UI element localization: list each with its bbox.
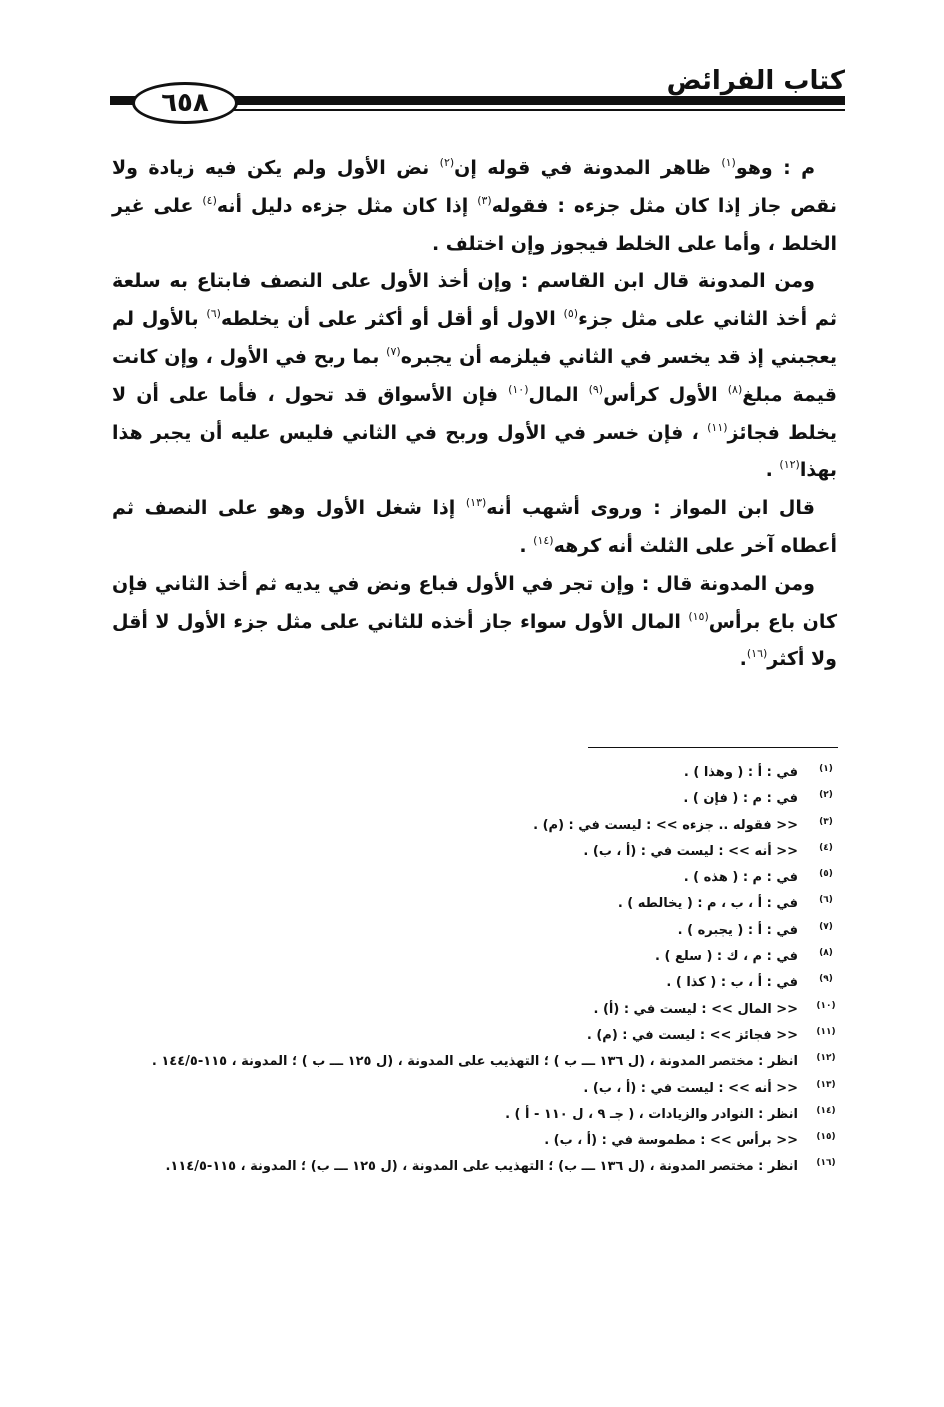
body-text-run: فإن الأسواق قد تحول ، فأما على أن لا يخلط فجائز xyxy=(112,383,837,444)
footnote-ref: (٢) xyxy=(439,156,455,169)
footnote-text: << أنه >> : ليست في : (أ ، ب) . xyxy=(583,1080,798,1096)
footnote-item xyxy=(110,1023,838,1049)
footnote-item xyxy=(110,970,838,996)
body-text-run: إذا كان مثل جزءه دليل أنه xyxy=(216,194,478,217)
footnote-ref: (٨) xyxy=(727,382,743,396)
body-text-run: ظاهر المدونة في قوله إن xyxy=(454,157,722,179)
footnote-number: (٩) xyxy=(819,974,833,985)
footnote-ref: (١١) xyxy=(707,420,728,434)
footnote-ref: (٣) xyxy=(477,193,492,207)
footnote-text: انظر : مختصر المدونة ، (ل ١٣٦ ـــ ب) ؛ التهذيب على المدونة ، (ل ١٢٥ ـــ ب) ؛ المدونة ، ١١٥-١١٤/٥. xyxy=(165,1159,798,1175)
footnote-text: في : م ، ك : ( سلع ) . xyxy=(655,949,798,965)
footnote-ref: (١٦) xyxy=(746,647,768,661)
body-text-run: نض الأول ولم يكن فيه زيادة ولا نقص جاز إذا كان مثل جزءه : فقوله xyxy=(112,157,837,217)
footnote-number: (٢) xyxy=(819,790,833,801)
page-header xyxy=(110,68,845,124)
footnote-text: << أنه >> : ليست في : (أ ، ب) . xyxy=(583,843,798,859)
footnote-item xyxy=(110,1154,838,1180)
footnote-text: << برأس >> : مطموسة في : (أ ، ب) . xyxy=(544,1133,798,1149)
main-text xyxy=(112,150,837,679)
body-text-run: ، فإن خسر في الأول وربح في الثاني فليس عليه أن يجبر هذا بهذا xyxy=(112,421,837,482)
body-text-run: . xyxy=(519,534,534,557)
footnote-item xyxy=(110,865,838,891)
footnote-ref: (١٠) xyxy=(508,382,529,396)
footnote-text: في : أ ، ب ، م : ( يخالطه ) . xyxy=(617,896,798,912)
footnote-item xyxy=(110,813,838,839)
footnote-text: في : أ : ( يجبره ) . xyxy=(677,922,798,938)
footnote-text: انظر : مختصر المدونة ، (ل ١٣٦ ـــ ب ) ؛ التهذيب على المدونة ، (ل ١٢٥ ـــ ب ) ؛ المدونة ، ١١٥-١٤٤/٥ . xyxy=(151,1054,798,1070)
book-title: كتاب الفرائض xyxy=(661,66,845,96)
footnote-text: << المال >> : ليست في : (أ) . xyxy=(593,1001,798,1017)
header-rule-thin xyxy=(232,109,845,111)
body-text-run: إذا شغل الأول وهو على النصف ثم أعطاه آخر على الثلث أنه كرهه xyxy=(112,497,837,557)
footnote-item xyxy=(110,839,838,865)
footnote-number: (١٢) xyxy=(816,1053,836,1064)
footnote-text: في : أ : ( وهذا ) . xyxy=(683,765,798,780)
footnote-item xyxy=(110,997,838,1023)
body-text-run: . xyxy=(765,459,780,482)
body-text-run: قال ابن المواز : وروى أشهب أنه xyxy=(486,497,815,520)
footnote-number: (١٥) xyxy=(816,1132,836,1143)
footnote-number: (٨) xyxy=(819,948,833,959)
footnote-text: في : م : ( هذه ) . xyxy=(683,870,798,886)
footnotes-list xyxy=(110,760,838,1181)
footnote-ref: (١٢) xyxy=(779,458,800,472)
page-number: ٦٥٨ xyxy=(132,82,238,124)
footnote-ref: (١٥) xyxy=(688,609,709,623)
footnote-ref: (٦) xyxy=(206,307,221,321)
body-text-run: الاول أو أقل أو أكثر على أن يخلطه xyxy=(220,308,564,331)
body-text-run: بالأول لم يعجبني إذ قد يخسر في الثاني فيلزمه أن يجبره xyxy=(112,308,837,368)
footnote-number: (٦) xyxy=(819,895,833,906)
body-text-run: على غير الخلط ، وأما على الخلط فيجوز وإن اختلف . xyxy=(112,194,837,255)
footnote-ref: (٩) xyxy=(588,382,604,396)
footnote-number: (٣) xyxy=(819,816,833,827)
footnote-number: (١٤) xyxy=(816,1105,836,1116)
footnote-item xyxy=(110,1128,838,1154)
body-text-run: . xyxy=(739,648,747,671)
footnote-number: (١٠) xyxy=(816,1000,836,1011)
footnote-number: (١٣) xyxy=(816,1079,836,1090)
footnote-item xyxy=(110,1049,838,1075)
footnote-ref: (٤) xyxy=(202,193,217,207)
footnote-text: في : أ ، ب : ( كذا ) . xyxy=(666,975,798,991)
footnote-number: (٧) xyxy=(819,921,833,932)
footnote-ref: (١٣) xyxy=(465,496,487,510)
footnote-ref: (٥) xyxy=(563,307,579,321)
footnote-item xyxy=(110,1102,838,1128)
footnote-text: في : م : ( فإن ) . xyxy=(683,791,798,807)
body-paragraph xyxy=(112,566,837,679)
body-paragraph xyxy=(112,490,837,566)
footnote-text: << فجائز >> : ليست في : (م) . xyxy=(586,1027,798,1043)
body-text-run: بما ربح في الأول ، وإن كانت قيمة مبلغ xyxy=(112,345,837,406)
footnote-number: (١٦) xyxy=(816,1158,836,1169)
body-text-run: ومن المدونة قال : وإن تجر في الأول فباع ونض في يديه ثم أخذ الثاني فإن كان باع برأس xyxy=(112,572,838,633)
footnote-text: انظر : النوادر والزيادات ، ( جـ ٩ ، ل ١١٠ - أ ) . xyxy=(505,1106,798,1122)
body-text-run: المال xyxy=(528,383,589,406)
footnote-item xyxy=(110,944,838,970)
body-text-run: الأول كرأس xyxy=(603,383,728,406)
footnote-text: << فقوله .. جزءه >> : ليست في : (م) . xyxy=(533,817,798,833)
body-paragraph xyxy=(112,150,837,263)
footnote-ref: (١) xyxy=(721,156,736,169)
footnote-number: (٤) xyxy=(819,842,833,853)
footnote-item xyxy=(110,760,838,786)
footnote-item xyxy=(110,1076,838,1102)
body-paragraph xyxy=(112,263,837,490)
footnote-item xyxy=(110,786,838,812)
body-text-run: المال الأول سواء جاز أخذه للثاني على مثل جزء الأول لا أقل ولا أكثر xyxy=(112,610,837,671)
footnote-ref: (١٤) xyxy=(533,533,554,547)
footnote-ref: (٧) xyxy=(386,344,401,358)
footnote-number: (١) xyxy=(819,764,833,774)
body-text-run: م : وهو xyxy=(735,157,816,179)
footnote-separator xyxy=(588,747,838,748)
footnote-item xyxy=(110,918,838,944)
footnote-number: (٥) xyxy=(819,869,833,880)
footnote-item xyxy=(110,891,838,917)
footnote-number: (١١) xyxy=(816,1026,836,1037)
body-text-run: ومن المدونة قال ابن القاسم : وإن أخذ الأول على النصف فابتاع به سلعة ثم أخذ الثاني على مثل جزء xyxy=(112,270,837,331)
